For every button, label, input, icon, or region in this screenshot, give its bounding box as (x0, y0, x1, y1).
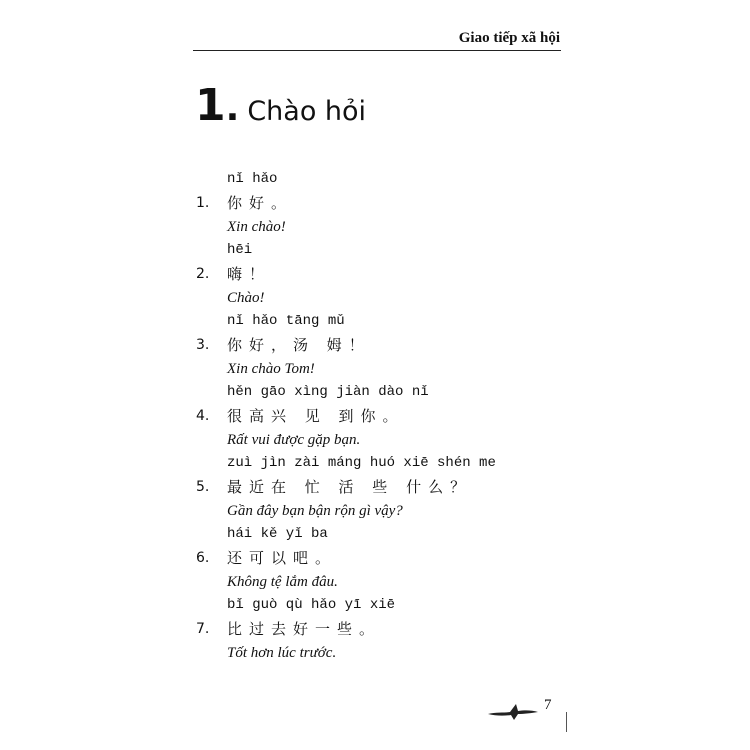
phrase-entry (196, 523, 536, 594)
chinese-line (196, 333, 536, 357)
pinyin-line: zuì jìn zài máng huó xiē shén me (227, 455, 496, 471)
header-rule (193, 50, 561, 51)
vietnamese-translation: Gần đây bạn bận rộn gì vậy? (227, 503, 403, 519)
phrase-list (196, 168, 536, 665)
phrase-entry (196, 168, 536, 239)
chinese-line (196, 617, 536, 641)
phrase-entry (196, 452, 536, 523)
chinese-line (196, 404, 536, 428)
page-number: 7 (544, 697, 552, 713)
chapter-title: Chào hỏi (247, 96, 367, 127)
chinese-line (196, 546, 536, 570)
chapter-heading (195, 80, 366, 131)
chinese-text: 很高兴 见 到你。 (227, 407, 405, 425)
vietnamese-translation: Chào! (227, 290, 265, 306)
vietnamese-translation: Xin chào Tom! (227, 361, 315, 377)
chinese-text: 嗨！ (227, 265, 272, 283)
chapter-number-dot: . (225, 88, 240, 129)
chinese-text: 比过去好一些。 (227, 620, 382, 638)
chinese-text: 最近在 忙 活 些 什么？ (227, 478, 473, 496)
entry-number: 5. (196, 479, 210, 495)
chinese-text: 你好，汤 姆！ (227, 336, 371, 354)
chinese-text: 你好。 (227, 194, 294, 212)
pinyin-line: hēi (227, 242, 253, 258)
chapter-number: 1 (195, 80, 224, 131)
entry-number: 4. (196, 408, 210, 424)
phrase-entry (196, 310, 536, 381)
chinese-text: 还可以吧。 (227, 549, 338, 567)
phrase-entry (196, 594, 536, 665)
pinyin-line: nǐ hǎo tāng mǔ (227, 313, 345, 329)
entry-number: 1. (196, 195, 210, 211)
pinyin-line: bǐ guò qù hǎo yī xiē (227, 597, 396, 613)
running-header-title: Giao tiếp xã hội (458, 30, 560, 46)
vietnamese-translation: Không tệ lắm đâu. (227, 574, 338, 590)
phrase-entry (196, 381, 536, 452)
vietnamese-translation: Tốt hơn lúc trước. (227, 645, 337, 661)
chinese-line (196, 262, 536, 286)
pinyin-line: hái kě yǐ ba (227, 526, 328, 542)
chinese-line (196, 475, 536, 499)
vietnamese-translation: Rất vui được gặp bạn. (227, 432, 361, 448)
pinyin-line: hěn gāo xìng jiàn dào nǐ (227, 384, 429, 400)
entry-number: 2. (196, 266, 210, 282)
phrase-entry (196, 239, 536, 310)
pinyin-line: nǐ hǎo (227, 171, 278, 187)
footer-rule (566, 712, 567, 732)
vietnamese-translation: Xin chào! (227, 219, 286, 235)
bird-ornament-icon (486, 700, 540, 722)
entry-number: 3. (196, 337, 210, 353)
entry-number: 7. (196, 621, 210, 637)
chinese-line (196, 191, 536, 215)
entry-number: 6. (196, 550, 210, 566)
